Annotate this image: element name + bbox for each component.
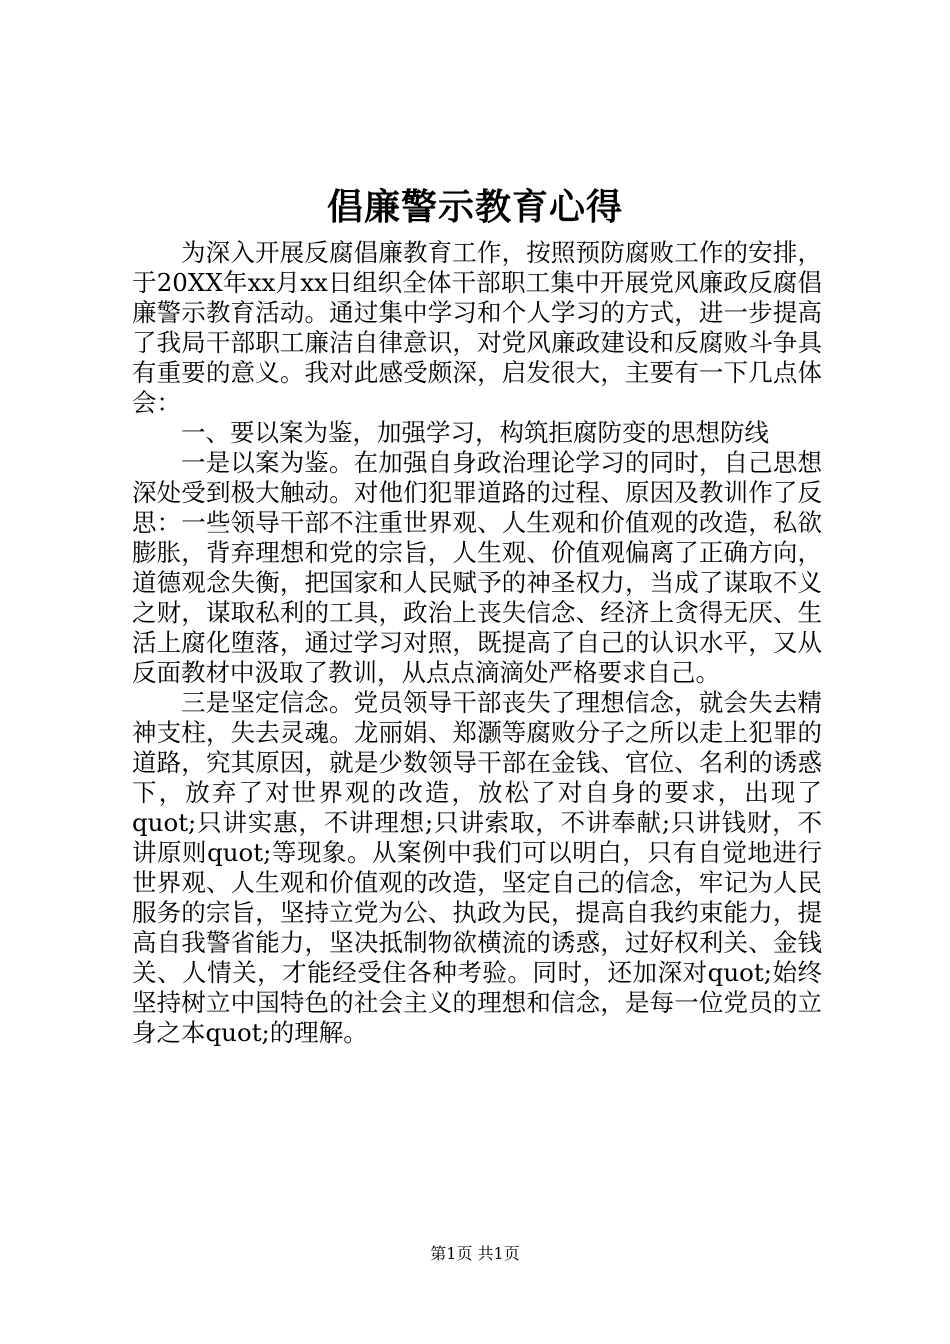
- page-number-footer: 第1页 共1页: [430, 1244, 520, 1263]
- body-paragraph: 一是以案为鉴。在加强自身政治理论学习的同时，自己思想深处受到极大触动。对他们犯罪道路的过程、原因及教训作了反思：一些领导干部不注重世界观、人生观和价值观的改造，私欲膨胀，背弃理想和党的宗旨，人生观、价值观偏离了正确方向，道德观念失衡，把国家和人民赋予的神圣权力，当成了谋取不义之财，谋取私利的工具，政治上丧失信念、经济上贪得无厌、生活上腐化堕落，通过学习对照，既提高了自己的认识水平，又从反面教材中汲取了教训，从点点滴滴处严格要求自己。: [132, 448, 822, 687]
- section-heading: 一、要以案为鉴，加强学习，构筑拒腐防变的思想防线: [181, 418, 769, 447]
- intro-paragraph: 为深入开展反腐倡廉教育工作，按照预防腐败工作的安排，于20XX年xx月xx日组织全体干部职工集中开展党风廉政反腐倡廉警示教育活动。通过集中学习和个人学习的方式，进一步提高了我局干部职工廉洁自律意识，对党风廉政建设和反腐败斗争具有重要的意义。我对此感受颇深，启发很大，主要有一下几点体会：: [132, 238, 822, 417]
- document-body: [132, 238, 822, 1048]
- body-paragraph: 三是坚定信念。党员领导干部丧失了理想信念，就会失去精神支柱，失去灵魂。龙丽娟、郑灏等腐败分子之所以走上犯罪的道路，究其原因，就是少数领导干部在金钱、官位、名利的诱惑下，放弃了对世界观的改造，放松了对自身的要求，出现了quot;只讲实惠，不讲理想;只讲索取，不讲奉献;只讲钱财，不讲原则quot;等现象。从案例中我们可以明白，只有自觉地进行世界观、人生观和价值观的改造，坚定自己的信念，牢记为人民服务的宗旨，坚持立党为公、执政为民，提高自我约束能力，提高自我警省能力，坚决抵制物欲横流的诱惑，过好权利关、金钱关、人情关，才能经受住各种考验。同时，还加深对quot;始终坚持树立中国特色的社会主义的理想和信念，是每一位党员的立身之本quot;的理解。: [132, 688, 822, 1047]
- document-title: 倡廉警示教育心得: [326, 186, 623, 228]
